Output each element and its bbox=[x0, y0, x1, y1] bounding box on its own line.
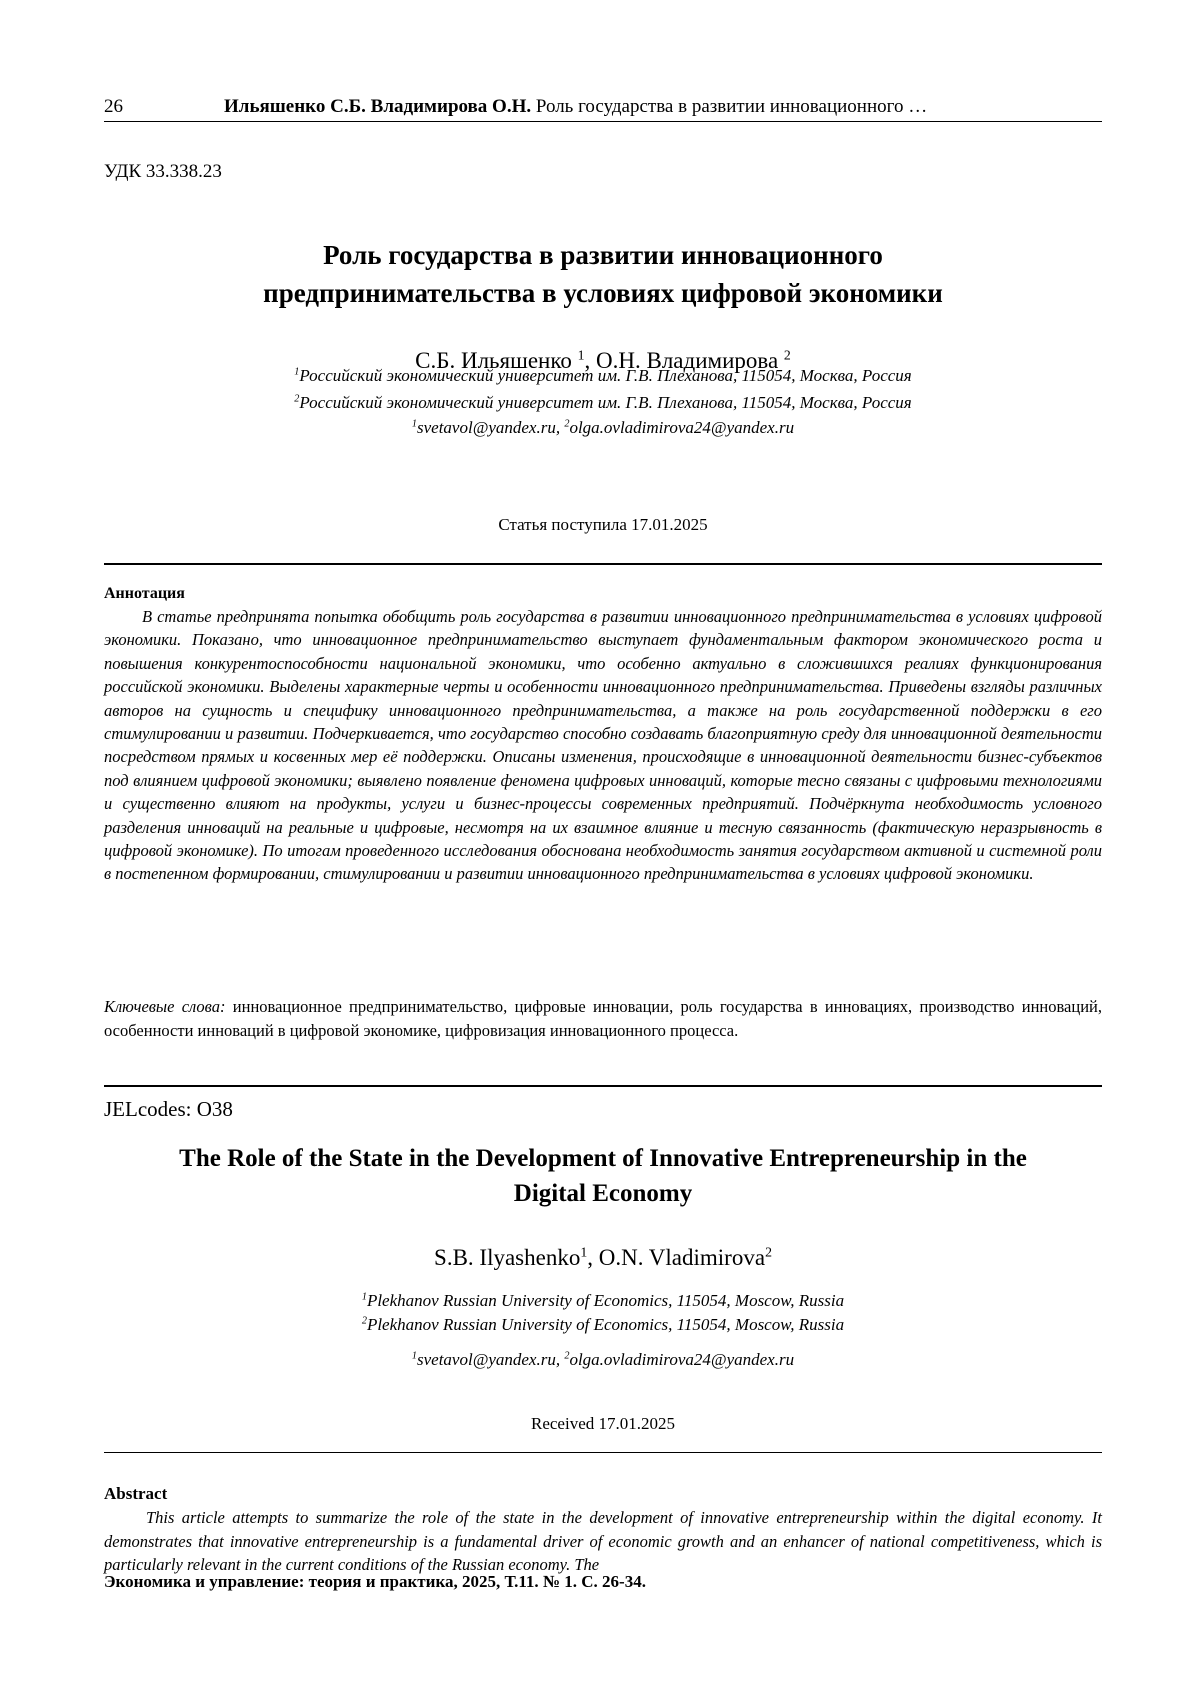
aff2-en-text: Plekhanov Russian University of Economics, 115054, Moscow, Russia bbox=[366, 1315, 845, 1334]
article-title-ru bbox=[104, 236, 1102, 312]
title-en-line1: The Role of the State in the Development of Innovative Entrepreneurship in the bbox=[179, 1145, 1027, 1172]
aff1-ru-text: Российский экономический университет им. Г.В. Плеханова, 115054, Москва, Россия bbox=[299, 366, 912, 385]
received-date-en: Received 17.01.2025 bbox=[531, 1414, 675, 1433]
email2-en-sup: 2 bbox=[564, 1350, 570, 1362]
affiliation1-ru bbox=[104, 365, 1102, 387]
section-rule-middle bbox=[104, 1085, 1102, 1087]
abstract-heading: Abstract bbox=[104, 1484, 168, 1503]
email2-ru-sup: 2 bbox=[564, 418, 570, 430]
received-date-ru: Статья поступила 17.01.2025 bbox=[498, 515, 708, 534]
title-en-line2: Digital Economy bbox=[513, 1180, 693, 1207]
author2-ru: О.Н. Владимирова bbox=[596, 348, 779, 373]
author1-en: S.B. Ilyashenko bbox=[434, 1245, 581, 1270]
email1-en[interactable]: svetavol@yandex.ru, bbox=[417, 1350, 561, 1369]
title-ru-line2: предпринимательства в условиях цифровой экономики bbox=[263, 278, 943, 308]
running-article-title: Роль государства в развитии инновационного … bbox=[535, 96, 928, 117]
abstract-text: This article attempts to summarize the role of the state in the development of innovative entrepreneurship within the digital economy. It demonstrates that innovative entrepreneurship is a fundamental driver of economic growth and an enhancer of national competitiveness, which is particularly relevant in the current conditions of the Russian economy. The bbox=[104, 1508, 1102, 1574]
aff1-en-sup: 1 bbox=[361, 1291, 367, 1303]
annotation-text: В статье предпринята попытка обобщить роль государства в развитии инновационного предпринимательства в условиях цифровой экономики. Показано, что инновационное предпринимательство выступает фундаментальным фактором экономического роста и повышения конкурентоспособности национальной экономики, что особенно актуально в сложившихся реалиях функционирования российской экономики. Выделены характерные черты и особенности инновационного предпринимательства. Приведены взгляды различных авторов на сущность и специфику инновационного предпринимательства, а также на роль государственной поддержки в его стимулировании и развитии. Подчеркивается, что государство способно создавать благоприятную среду для инновационной деятельности посредством прямых и косвенных мер её поддержки. Описаны изменения, происходящие в инновационной деятельности бизнес-субъектов под влиянием цифровой экономики; выявлено появление феномена цифровых инноваций, которые тесно связаны с цифровыми технологиями и существенно влияют на продукты, услуги и бизнес-процессы современных предприятий. Подчёркнута необходимость условного разделения инноваций на реальные и цифровые, несмотря на их взаимное влияние и тесную связанность (фактическую неразрывность в цифровой экономике). По итогам проведенного исследования обоснована необходимость занятия государством активной и системной роли в постепенном формировании, стимулировании и развитии инновационного предпринимательства в условиях цифровой экономики. bbox=[104, 607, 1102, 884]
page-number: 26 bbox=[104, 96, 123, 117]
affiliation2-ru bbox=[104, 392, 1102, 414]
aff1-ru-sup: 1 bbox=[294, 366, 300, 378]
section-rule-top bbox=[104, 563, 1102, 565]
email2-en[interactable]: olga.ovladimirova24@yandex.ru bbox=[569, 1350, 795, 1369]
author2-en-sup: 2 bbox=[765, 1244, 772, 1260]
authors-en: S.B. Ilyashenko$^1$, O.N. Vladimirova$^2$ bbox=[434, 1244, 772, 1270]
email1-ru-sup: 1 bbox=[411, 418, 417, 430]
affiliation2-en bbox=[104, 1314, 1102, 1336]
running-authors: Ильяшенко С.Б. Владимирова О.Н. bbox=[224, 96, 532, 117]
article-title-en bbox=[104, 1141, 1102, 1211]
email1-ru[interactable]: svetavol@yandex.ru, bbox=[417, 418, 561, 437]
title-ru-line1: Роль государства в развитии инновационного bbox=[323, 240, 883, 270]
keywords-text: инновационное предпринимательство, цифровые инновации, роль государства в инновациях, производство инноваций, особенности инноваций в цифровой экономике, цифровизация инновационного процесса. bbox=[104, 997, 1102, 1040]
journal-citation-footer: Экономика и управление: теория и практика, 2025, Т.11. № 1. С. 26-34. bbox=[104, 1572, 646, 1591]
email1-en-sup: 1 bbox=[411, 1350, 417, 1362]
section-rule-bottom bbox=[104, 1452, 1102, 1453]
running-title bbox=[224, 95, 927, 119]
emails-en bbox=[104, 1349, 1102, 1371]
affiliation1-en bbox=[104, 1290, 1102, 1312]
author1-ru: С.Б. Ильяшенко bbox=[415, 348, 572, 373]
author1-ru-sup: 1 bbox=[577, 347, 585, 363]
authors-ru: С.Б. Ильяшенко $^1$, О.Н. Владимирова $^2$ bbox=[415, 347, 791, 373]
aff2-en-sup: 2 bbox=[361, 1315, 367, 1327]
emails-ru bbox=[104, 417, 1102, 439]
aff2-ru-text: Российский экономический университет им. Г.В. Плеханова, 115054, Москва, Россия bbox=[299, 393, 912, 412]
header-rule bbox=[104, 121, 1102, 122]
keywords-ru bbox=[104, 995, 1102, 1042]
aff1-en-text: Plekhanov Russian University of Economics, 115054, Moscow, Russia bbox=[366, 1291, 845, 1310]
author2-en: O.N. Vladimirova bbox=[598, 1245, 766, 1270]
author1-en-sup: 1 bbox=[580, 1244, 588, 1260]
udc-code: УДК 33.338.23 bbox=[104, 161, 222, 182]
annotation-heading: Аннотация bbox=[104, 585, 185, 602]
email2-ru[interactable]: olga.ovladimirova24@yandex.ru bbox=[569, 418, 795, 437]
aff2-ru-sup: 2 bbox=[294, 393, 300, 405]
keywords-label: Ключевые слова: bbox=[104, 997, 226, 1016]
jel-codes: JELcodes: O38 bbox=[104, 1097, 233, 1121]
author2-ru-sup: 2 bbox=[783, 347, 791, 363]
